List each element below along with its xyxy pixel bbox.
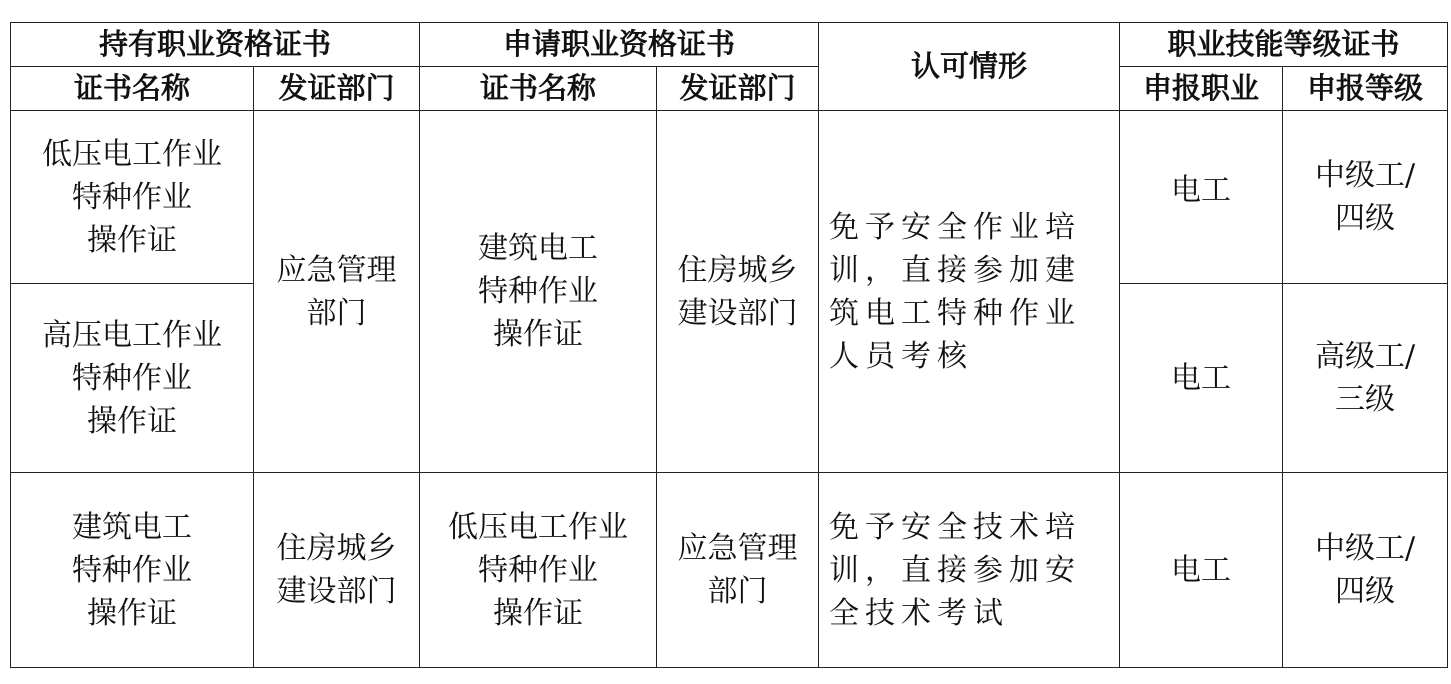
header-row-2 xyxy=(11,67,1448,111)
certificate-recognition-table xyxy=(10,22,1448,668)
cell-held-name: 高压电工作业 特种作业 操作证 xyxy=(11,284,254,473)
cell-held-dept: 住房城乡 建设部门 xyxy=(254,473,420,668)
header-skill-level: 申报等级 xyxy=(1283,67,1448,111)
table-row xyxy=(11,111,1448,284)
header-held-name: 证书名称 xyxy=(11,67,254,111)
cell-recognition: 免予安全作业培训，直接参加建筑电工特种作业人员考核 xyxy=(819,111,1120,473)
cell-level: 中级工/ 四级 xyxy=(1283,111,1448,284)
cell-level: 中级工/ 四级 xyxy=(1283,473,1448,668)
header-apply-certificate: 申请职业资格证书 xyxy=(420,23,819,67)
header-held-certificate: 持有职业资格证书 xyxy=(11,23,420,67)
header-apply-dept: 发证部门 xyxy=(657,67,819,111)
table-row xyxy=(11,473,1448,668)
table-container xyxy=(10,22,1447,668)
cell-apply-dept: 应急管理 部门 xyxy=(657,473,819,668)
cell-apply-name: 低压电工作业 特种作业 操作证 xyxy=(420,473,657,668)
cell-held-dept: 应急管理 部门 xyxy=(254,111,420,473)
cell-level: 高级工/ 三级 xyxy=(1283,284,1448,473)
header-apply-name: 证书名称 xyxy=(420,67,657,111)
cell-recognition: 免予安全技术培训，直接参加安全技术考试 xyxy=(819,473,1120,668)
cell-occupation: 电工 xyxy=(1120,473,1283,668)
cell-held-name: 低压电工作业 特种作业 操作证 xyxy=(11,111,254,284)
header-row-1 xyxy=(11,23,1448,67)
header-recognition: 认可情形 xyxy=(819,23,1120,111)
header-skill-certificate: 职业技能等级证书 xyxy=(1120,23,1448,67)
cell-occupation: 电工 xyxy=(1120,111,1283,284)
header-held-dept: 发证部门 xyxy=(254,67,420,111)
cell-occupation: 电工 xyxy=(1120,284,1283,473)
header-skill-occupation: 申报职业 xyxy=(1120,67,1283,111)
cell-apply-name: 建筑电工 特种作业 操作证 xyxy=(420,111,657,473)
cell-held-name: 建筑电工 特种作业 操作证 xyxy=(11,473,254,668)
cell-apply-dept: 住房城乡 建设部门 xyxy=(657,111,819,473)
